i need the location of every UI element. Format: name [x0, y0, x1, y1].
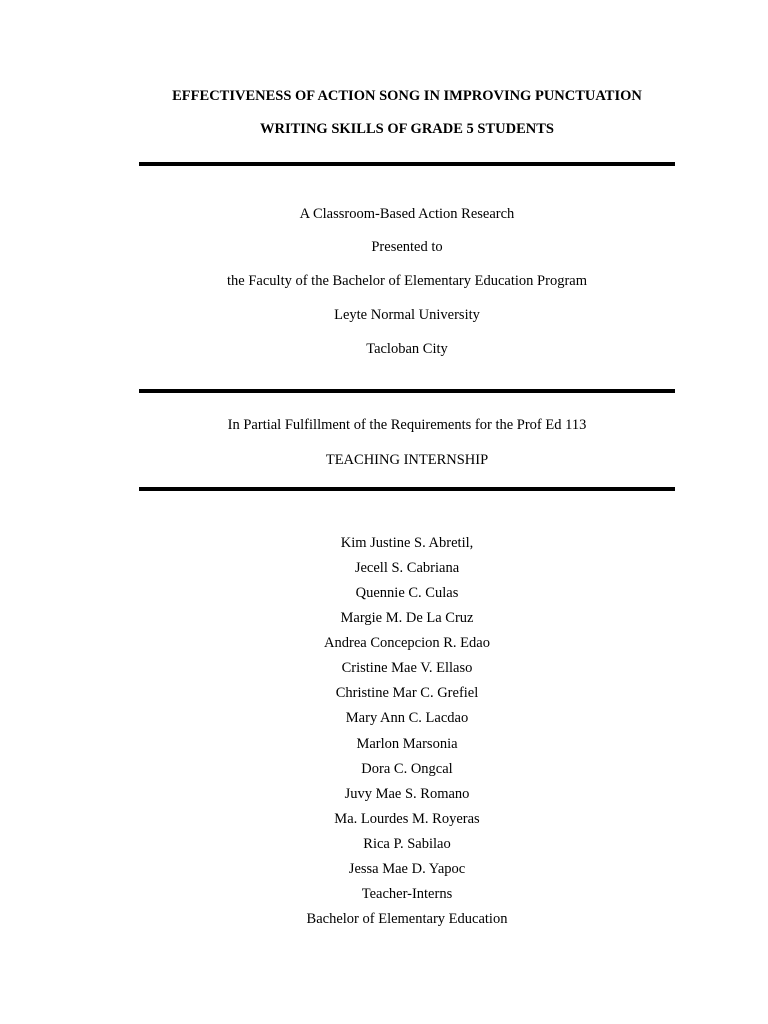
divider-rule-1 [139, 162, 675, 166]
divider-rule-2 [139, 389, 675, 393]
author-role: Teacher-Interns [361, 886, 453, 902]
title-line-2: WRITING SKILLS OF GRADE 5 STUDENTS [260, 121, 554, 137]
author-name: Jecell S. Cabriana [354, 560, 460, 576]
author-name: Marlon Marsonia [356, 736, 458, 752]
title-line-1: EFFECTIVENESS OF ACTION SONG IN IMPROVING PUNCTUATION [172, 88, 642, 104]
author-name: Andrea Concepcion R. Edao [324, 635, 490, 651]
author-name: Christine Mar C. Grefiel [335, 685, 479, 701]
author-name: Jessa Mae D. Yapoc [348, 861, 466, 877]
author-name: Dora C. Ongcal [361, 761, 453, 777]
faculty-line: the Faculty of the Bachelor of Elementary Education Program [227, 273, 587, 289]
author-name: Ma. Lourdes M. Royeras [334, 811, 480, 827]
author-name: Rica P. Sabilao [363, 836, 451, 852]
program-name: Bachelor of Elementary Education [306, 911, 508, 927]
fulfillment-line: In Partial Fulfillment of the Requirements for the Prof Ed 113 [227, 417, 587, 433]
university-name: Leyte Normal University [334, 307, 480, 323]
author-name: Quennie C. Culas [355, 585, 459, 601]
author-name: Juvy Mae S. Romano [344, 786, 470, 802]
divider-rule-3 [139, 487, 675, 491]
author-name: Mary Ann C. Lacdao [345, 710, 469, 726]
author-name: Margie M. De La Cruz [340, 610, 474, 626]
author-name: Kim Justine S. Abretil, [340, 535, 474, 551]
city-name: Tacloban City [366, 341, 448, 357]
presented-to: Presented to [371, 239, 443, 255]
course-name: TEACHING INTERNSHIP [325, 452, 489, 468]
presentation-type: A Classroom-Based Action Research [299, 206, 515, 222]
author-name: Cristine Mae V. Ellaso [341, 660, 473, 676]
